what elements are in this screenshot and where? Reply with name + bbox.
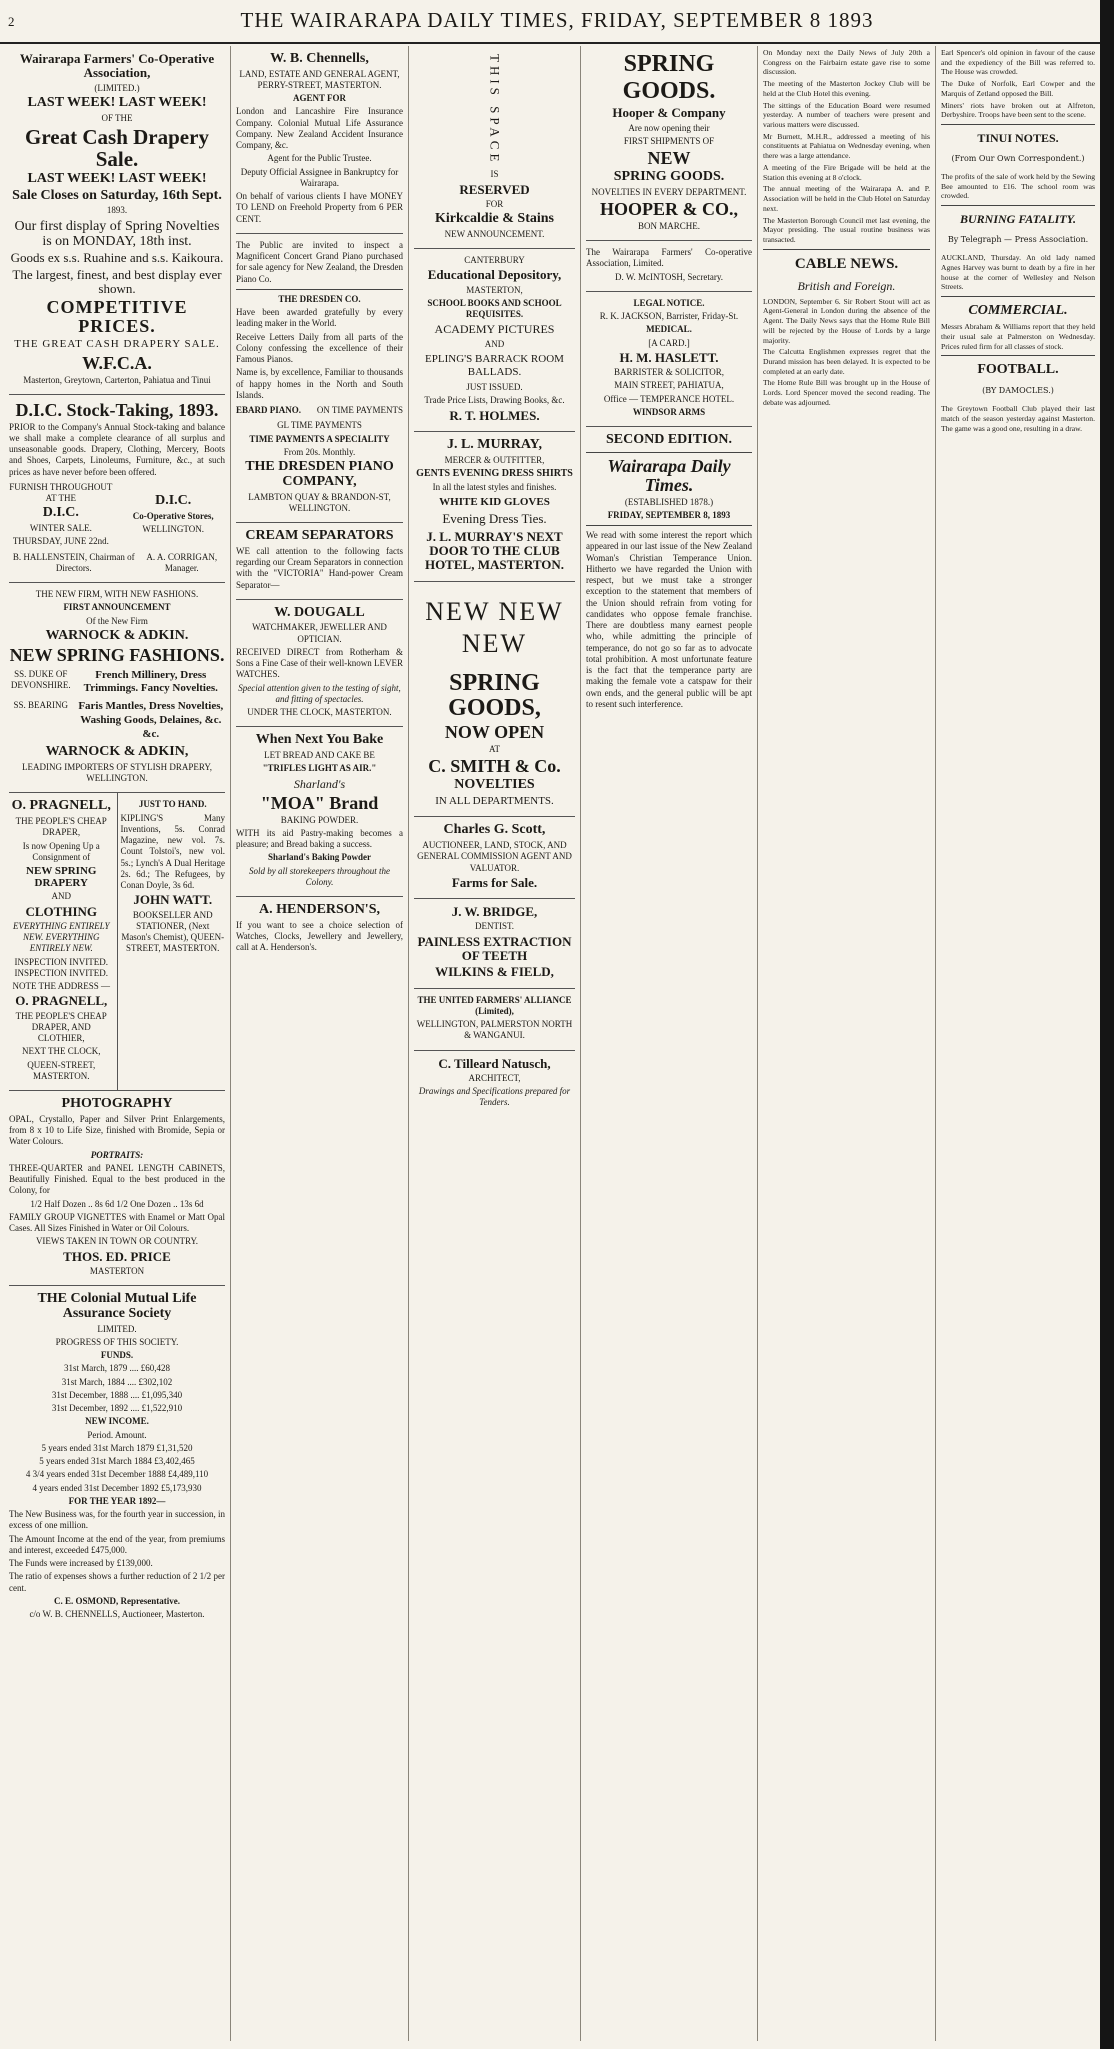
just-to-hand: JUST TO HAND. — [138, 799, 207, 810]
gl-time: GL TIME PAYMENTS — [277, 420, 362, 431]
dougall-ad — [236, 600, 403, 728]
evening-ties: Evening Dress Ties. — [442, 511, 547, 527]
farmers-notice — [586, 241, 752, 292]
british-foreign: British and Foreign. — [797, 278, 896, 293]
natusch-name: C. Tilleard Natusch, — [438, 1055, 551, 1071]
henderson-body: If you want to see a choice selection of Watches, Clocks, Jewellery and Jewellery, call at A. Henderson's. — [236, 919, 403, 953]
warnock-title-2: WARNOCK & ADKIN, — [45, 744, 189, 760]
established: (ESTABLISHED 1878.) — [624, 496, 714, 507]
warnock-ad — [9, 583, 225, 793]
educational-ad — [414, 249, 575, 432]
editorial — [586, 427, 752, 718]
pragnell-name: O. PRAGNELL, — [11, 798, 111, 814]
warnock-box-2 — [9, 698, 225, 743]
murray-name: J. L. MURRAY, — [446, 436, 543, 452]
dougall-body: RECEIVED DIRECT from Rotherham & Sons a Fine Case of their well-known LEVER WATCHES. — [236, 646, 403, 680]
pragnell-peoples-2: THE PEOPLE'S CHEAP DRAPER, AND CLOTHIER, — [15, 1010, 107, 1044]
haslett-barrister: BARRISTER & SOLICITOR, — [613, 367, 725, 378]
football-head: FOOTBALL. — [977, 362, 1059, 378]
white-kid: WHITE KID GLOVES — [439, 495, 550, 508]
competitive-prices: COMPETITIVE PRICES. — [46, 297, 188, 337]
dic-furnish: FURNISH THROUGHOUT AT THE — [9, 481, 113, 504]
of-the: OF THE — [101, 112, 133, 123]
for-label: FOR — [485, 198, 504, 209]
paper-title: Wairarapa Daily Times. — [607, 455, 731, 495]
last-week: LAST WEEK! LAST WEEK! — [27, 94, 207, 110]
moa-ad — [236, 727, 403, 897]
agent-for: AGENT FOR — [292, 93, 347, 104]
rule — [941, 355, 1095, 356]
dic-thursday: THURSDAY, JUNE 22nd. — [12, 536, 109, 547]
name-is: Name is, by excellence, Familiar to thousands of happy homes in the North and South Islands. — [236, 367, 403, 400]
main-street: MAIN STREET, PAHIATUA, — [614, 380, 724, 391]
csmith-name: C. SMITH & Co. — [428, 756, 561, 777]
income-row-3: 5 years ended 31st March 1884 £3,402,465 — [39, 1456, 195, 1467]
rule — [763, 249, 930, 250]
now-open: NOW OPEN — [444, 721, 545, 742]
fund-row-4: 31st December, 1892 .... £1,522,910 — [51, 1403, 183, 1414]
this-space: THIS SPACE — [487, 54, 503, 166]
cream-body: WE call attention to the following facts regarding our Cream Separators in connection with the "VICTORIA" Hand-power Cream Separator— — [236, 545, 403, 590]
scott-sub: AUCTIONEER, LAND, STOCK, AND GENERAL COMMISSION AGENT AND VALUATOR. — [417, 840, 572, 873]
csmith-at: AT — [489, 743, 500, 754]
ratio: The ratio of expenses shows a further reduction of 2 1/2 per cent. — [9, 1571, 225, 1593]
ss-duke: SS. DUKE OF DEVONSHIRE. — [10, 668, 71, 690]
scott-name: Charles G. Scott, — [443, 822, 546, 838]
pragnell-opening: Is now Opening Up a Consignment of — [22, 840, 100, 862]
news-3: The sittings of the Education Board were resumed yesterday. A number of teachers were present and various matters were discussed. — [763, 100, 930, 130]
farms-for-sale: Farms for Sale. — [451, 874, 538, 890]
accrued: The Amount Income at the end of the year, from premiums and interest, exceeded £475,000. — [9, 1533, 225, 1555]
income-row-5: 4 years ended 31st December 1892 £5,173,930 — [32, 1482, 202, 1493]
for-year: FOR THE YEAR 1892— — [68, 1495, 166, 1506]
dresden-head: THE DRESDEN CO. — [278, 293, 361, 304]
column-4 — [581, 46, 758, 2041]
column-6 — [936, 46, 1100, 2041]
photography-title: PHOTOGRAPHY — [61, 1096, 173, 1112]
pragnell-queen-st: QUEEN-STREET, MASTERTON. — [27, 1059, 96, 1081]
half-dozen: 1/2 Half Dozen .. 8s 6d 1/2 One Dozen .. 13s 6d — [30, 1198, 204, 1209]
dic-hallenstein: B. HALLENSTEIN, Chairman of Directors. — [12, 551, 135, 573]
second-edition: SECOND EDITION. — [605, 432, 733, 448]
pragnell-ad — [9, 793, 118, 1090]
news-2: The meeting of the Masterton Jockey Club will be held at the Club Hotel this evening. — [763, 79, 930, 98]
photographer-town: MASTERTON — [89, 1265, 145, 1276]
kipling-list: KIPLING'S Many Inventions, 5s. Conrad Magazine, new vol. 7s. Count Tolstoi's, new vol. 5s.; Lynch's A Dual Heritage 2s. 6d.; The Refugees, by Conan Doyle, 3s 6d. — [120, 812, 225, 891]
fund-row-2: 31st March, 1884 .... £302,102 — [61, 1376, 173, 1387]
photographer-name: THOS. ED. PRICE — [63, 1248, 171, 1264]
column-5 — [758, 46, 936, 2041]
henderson-ad — [236, 897, 403, 961]
pragnell-peoples: THE PEOPLE'S CHEAP DRAPER, — [15, 816, 107, 838]
medical-head: MEDICAL. — [646, 324, 692, 335]
pragnell-everything: EVERYTHING ENTIRELY NEW. EVERYTHING ENTIRELY NEW. — [13, 920, 110, 954]
pragnell-clothing: CLOTHING — [25, 903, 97, 919]
haslett: H. M. HASLETT. — [619, 349, 719, 365]
dic-left — [9, 480, 113, 550]
dic-name-2: D.I.C. — [155, 493, 192, 509]
dougall-trade: WATCHMAKER, JEWELLER AND OPTICIAN. — [252, 622, 387, 644]
income-row-2: 5 years ended 31st March 1879 £1,31,520 — [41, 1442, 193, 1453]
column-1 — [4, 46, 231, 2041]
colonial-limited: LIMITED. — [97, 1323, 137, 1334]
hooper-novelties: NOVELTIES IN EVERY DEPARTMENT. — [591, 186, 747, 197]
spring-display: Our first display of Spring Novelties is on MONDAY, 18th inst. — [14, 218, 220, 249]
family-groups: FAMILY GROUP VIGNETTES with Enamel or Matt Opal Cases. All Sizes Finished in Water or Oil Colours. — [9, 1211, 225, 1234]
murray-next-door: J. L. MURRAY'S NEXT DOOR TO THE CLUB HOTEL, MASTERTON. — [424, 528, 565, 573]
new-spring-fashions: NEW SPRING FASHIONS. — [9, 644, 225, 665]
news-5: A meeting of the Fire Brigade will be held at the Station this evening at 8 o'clock. — [763, 162, 930, 182]
sold-by: Sold by all storekeepers throughout the Colony. — [248, 865, 391, 887]
latest-styles: In all the latest styles and finishes. — [432, 482, 557, 493]
dresden-ad — [236, 234, 403, 523]
let-bread: LET BREAD AND CAKE BE — [264, 750, 375, 761]
mcintosh: D. W. McINTOSH, Secretary. — [615, 271, 723, 282]
progress-head: PROGRESS OF THIS SOCIETY. — [55, 1336, 179, 1347]
when-next: When Next You Bake — [255, 732, 384, 748]
watt-bookseller: BOOKSELLER AND STATIONER, (Next Mason's Chemist), QUEEN-STREET, MASTERTON. — [121, 909, 225, 954]
news-7: The Masterton Borough Council met last evening, the Mayor presiding. The usual routine business was transacted. — [763, 215, 930, 244]
farmers-coop-notice: The Wairarapa Farmers' Co-operative Association, Limited. — [586, 247, 752, 269]
of-new-firm: Of the New Firm — [86, 615, 148, 626]
colonial-mutual-title: THE Colonial Mutual Life Assurance Society — [37, 1291, 197, 1321]
hooper-new: NEW — [647, 148, 691, 169]
income-row-4: 4 3/4 years ended 31st December 1888 £4,489,110 — [25, 1469, 209, 1480]
editorial-body: We read with some interest the report which appeared in our last issue of the New Zealand Woman's Christian Temperance Union. Hitherto we have regarded the Union with respect, but we must take a stronger exception to the statement that members of the Union should refrain from voting for candidates who oppose female franchise. There are doubtless many earnest people who, while admitting the principle of temperance, do not go so far as to advocate total prohibition. A most unfortunate feature is the fact that the temperance party are making the female vote a catspaw for their own ends, and the general public will be apt to resent such interference. — [586, 530, 752, 709]
are-now-opening: Are now opening their — [628, 122, 710, 133]
dic-body: PRIOR to the Company's Annual Stock-taking and balance we shall make a complete clearance of all surplus and unseasonable goods. Drapery, Clothing, Mercery, Boots and Shoes, Carpets, Linoleums, Furniture, &c., at such prices as have never before been offered. — [9, 421, 225, 477]
cable-news-head: CABLE NEWS. — [794, 255, 899, 272]
colonial-mutual-ad — [9, 1286, 225, 1628]
cream-separator-ad — [236, 523, 403, 600]
watt-ad — [118, 793, 226, 1090]
views-taken: VIEWS TAKEN IN TOWN OR COUNTRY. — [35, 1236, 199, 1247]
csmith-spring-goods: SPRING GOODS, — [448, 669, 541, 721]
lambton-quay: LAMBTON QUAY & BRANDON-ST, WELLINGTON. — [248, 491, 391, 513]
wfca-towns: Masterton, Greytown, Carterton, Pahiatua and Tinui — [23, 374, 211, 385]
sale-year: 1893. — [106, 205, 128, 216]
dresden-company: THE DRESDEN PIANO COMPANY, — [245, 459, 394, 489]
murray-mercer: MERCER & OUTFITTER, — [444, 454, 545, 465]
kirkcaldie-name: Kirkcaldie & Stains — [434, 211, 554, 227]
tinui-body: The profits of the sale of work held by the Sewing Bee amounted to £16. The school room was crowded. — [941, 172, 1095, 201]
new-spring-drapery: NEW SPRING DRAPERY — [26, 865, 97, 890]
dic-right — [121, 492, 225, 537]
public-trustee: Agent for the Public Trustee. — [267, 153, 372, 164]
wfca-limited: (LIMITED.) — [94, 82, 140, 93]
dic-row — [9, 480, 225, 550]
news-6: The annual meeting of the Wairarapa A. and P. Association will be held in the Club Hotel on Saturday next. — [763, 184, 930, 213]
reserved-label: RESERVED — [459, 181, 530, 197]
hooper-name: HOOPER & CO., — [600, 199, 738, 219]
warnock-box-1 — [9, 667, 225, 699]
pragnell-note: NOTE THE ADDRESS — — [12, 981, 111, 992]
cable-body-2: The Calcutta Englishmen expresses regret that the Durand mission has been delayed. It is expected to be completed at an early date. — [763, 347, 930, 376]
cable-body-3: The Home Rule Bill was brought up in the House of Lords. Lord Spencer moved the second reading. The debate was adjourned. — [763, 378, 930, 407]
news-1: On Monday next the Daily News of July 20th a Congress on the Fairbairn estate gave rise to some discussion. — [763, 48, 930, 77]
great-cash-sale: THE GREAT CASH DRAPERY SALE. — [14, 337, 220, 350]
commercial-head: COMMERCIAL. — [968, 303, 1068, 319]
rule — [236, 289, 403, 290]
tinui-head: TINUI NOTES. — [977, 131, 1059, 146]
hooper-spring-goods: SPRING GOODS. — [613, 169, 725, 185]
chennells-name: W. B. Chennells, — [270, 51, 369, 66]
john-watt: JOHN WATT. — [133, 892, 213, 908]
dic-corrigan: A. A. CORRIGAN, Manager. — [146, 551, 218, 573]
newspaper-title: THE WAIRARAPA DAILY TIMES, FRIDAY, SEPTEMBER 8 1893 — [240, 8, 874, 32]
largest-display: The largest, finest, and best display ever shown. — [12, 266, 222, 296]
new-new-new: NEW NEW NEW — [425, 596, 564, 659]
income-row-1: Period. Amount. — [87, 1429, 147, 1440]
chennells-ad — [236, 46, 403, 234]
rule — [586, 452, 752, 453]
dic-signatures — [9, 550, 225, 577]
pragnell-name-2: O. PRAGNELL, — [15, 993, 108, 1009]
new-announcement: NEW ANNOUNCEMENT. — [444, 228, 545, 239]
wfca-ad — [9, 46, 225, 395]
under-clock: UNDER THE CLOCK, MASTERTON. — [247, 707, 392, 718]
photography-body: OPAL, Crystallo, Paper and Silver Print Enlargements, from 8 x 10 to Life Size, finished with Bromide, Sepia or Water Colours. — [9, 1113, 225, 1147]
wfca-initials: W.F.C.A. — [82, 352, 152, 373]
hooper-goods: GOODS. — [622, 78, 716, 105]
new-firm: THE NEW FIRM, WITH NEW FASHIONS. — [35, 589, 199, 600]
dougall-name: W. DOUGALL — [274, 604, 365, 620]
bridge-ad — [414, 899, 575, 988]
news-c6-2: The Duke of Norfolk, Earl Cowper and the Marquis of Zetland opposed the Bill. — [941, 79, 1095, 98]
educational-depository: Educational Depository, — [427, 267, 562, 283]
masthead — [0, 6, 1114, 44]
card-label: [A CARD.] — [648, 337, 690, 348]
insurance-list: London and Lancashire Fire Insurance Company. Colonial Mutual Life Assurance Company. New Zealand Accident Insurance Company, &c. — [236, 106, 403, 151]
tinui-sub: (From Our Own Correspondent.) — [951, 154, 1085, 164]
ebard-piano: EBARD PIANO. — [236, 405, 302, 416]
academy-pictures: ACADEMY PICTURES — [434, 322, 555, 337]
dic-title: D.I.C. Stock-Taking, 1893. — [15, 399, 219, 420]
architect: ARCHITECT, — [468, 1072, 521, 1083]
bridge-name: J. W. BRIDGE, — [451, 904, 538, 920]
dic-name: D.I.C. — [42, 505, 79, 521]
first-shipments: FIRST SHIPMENTS OF — [623, 135, 715, 146]
pragnell-and: AND — [51, 891, 71, 902]
rule — [941, 205, 1095, 206]
ebard-row — [236, 403, 403, 418]
baking-powder: BAKING POWDER. — [280, 814, 359, 825]
pragnell-watt-row — [9, 793, 225, 1091]
funds-increased: The Funds were increased by £139,000. — [9, 1558, 153, 1569]
spectacles: Special attention given to the testing of sight, and fitting of spectacles. — [238, 682, 401, 704]
french-millinery: French Millinery, Dress Trimmings. Fancy Novelties. — [83, 668, 218, 695]
windsor-arms: WINDSOR ARMS — [632, 406, 706, 417]
new-business: The New Business was, for the fourth year in succession, in excess of one million. — [9, 1509, 225, 1531]
portraits-head: PORTRAITS: — [90, 1149, 144, 1160]
legal-head: LEGAL NOTICE. — [633, 297, 705, 308]
burning-sub: By Telegraph — Press Association. — [947, 235, 1089, 245]
hooper-ad — [586, 46, 752, 241]
column-2 — [231, 46, 409, 2041]
from-monthly: From 20s. Monthly. — [283, 446, 356, 457]
on-time: ON TIME PAYMENTS — [316, 405, 403, 416]
natusch-ad — [414, 1051, 575, 1117]
hooper-company: Hooper & Company — [612, 105, 726, 121]
dentist: DENTIST. — [474, 921, 515, 932]
is-label: IS — [490, 169, 499, 180]
chennells-sub: LAND, ESTATE AND GENERAL AGENT, PERRY-STREET, MASTERTON. — [239, 68, 400, 90]
page-number: 2 — [8, 14, 15, 29]
dic-coop: Co-Operative Stores, — [132, 510, 214, 521]
osmond-addr: c/o W. B. CHENNELLS, Auctioneer, Masterton. — [29, 1609, 205, 1620]
sharland: Sharland's — [293, 776, 346, 791]
warnock-title: WARNOCK & ADKIN. — [45, 627, 189, 643]
last-week-2: LAST WEEK! LAST WEEK! — [27, 170, 207, 186]
kirkcaldie-ad — [414, 46, 575, 249]
scott-ad — [414, 817, 575, 899]
wfca-title: Wairarapa Farmers' Co-Operative Association, — [19, 51, 215, 81]
cable-body-1: LONDON, September 6. Sir Robert Stout will act as Agent-General in London during the absence of the Agent. The Daily News says that the Home Rule Bill will be rejected by the House of Lords by a large majority. — [763, 296, 930, 345]
concert-grand: The Public are invited to inspect a Magnificent Concert Grand Piano purchased for sale agency for New Zealand, the Dresden Piano Co. — [236, 239, 403, 284]
osmond: C. E. OSMOND, Representative. — [53, 1595, 181, 1606]
gents-shirts: GENTS EVENING DRESS SHIRTS — [416, 467, 573, 479]
burning-body: AUCKLAND, Thursday. An old lady named Agnes Harvey was burnt to death by a fire in her house at the corner of Wellesley and Nelson Streets. — [941, 253, 1095, 292]
henderson-name: A. HENDERSON'S, — [259, 902, 380, 918]
wilkins-field: WILKINS & FIELD, — [435, 964, 554, 980]
just-issued: JUST ISSUED. — [466, 382, 523, 393]
money-to-lend: On behalf of various clients I have MONEY TO LEND on Freehold Property from 6 PER CENT. — [236, 191, 403, 224]
barrack-ballads: EPLING'S BARRACK ROOM BALLADS. — [425, 352, 564, 379]
commercial-body: Messrs Abraham & Williams report that they held their usual sale at Palmerston on Wednesday. Prices ruled firm for all classes of stock. — [941, 322, 1095, 351]
great-sale: Great Cash Drapery Sale. — [25, 124, 209, 171]
fund-row-1: 31st March, 1879 .... £60,428 — [64, 1363, 170, 1374]
funds-head: FUNDS. — [100, 1350, 134, 1361]
moa-brand: "MOA" Brand — [260, 792, 379, 813]
hooper-spring: SPRING — [623, 51, 715, 77]
alliance-ad — [414, 989, 575, 1051]
pragnell-next-door: NEXT THE CLOCK, — [22, 1046, 101, 1057]
fund-row-3: 31st December, 1888 .... £1,095,340 — [51, 1389, 183, 1400]
receive-letters: Receive Letters Daily from all parts of the Colony confessing the excellence of their Famous Pianos. — [236, 331, 403, 365]
trade-price: Trade Price Lists, Drawing Books, &c. — [424, 395, 565, 406]
all-departments: IN ALL DEPARTMENTS. — [435, 794, 554, 807]
legal-notice — [586, 292, 752, 427]
sale-closes: Sale Closes on Saturday, 16th Sept. — [12, 187, 222, 203]
csmith-novelties: NOVELTIES — [454, 776, 535, 792]
moa-body: WITH its aid Pastry-making becomes a pleasure; and Bread baking a success. — [236, 827, 403, 850]
warnock-leading: LEADING IMPORTERS OF STYLISH DRAPERY, WELLINGTON. — [21, 761, 213, 784]
dic-wellington: WELLINGTON. — [142, 524, 204, 535]
dic-winter: WINTER SALE. — [29, 523, 92, 534]
rule — [941, 296, 1095, 297]
holmes: R. T. HOLMES. — [449, 407, 540, 423]
goods-ex: Goods ex s.s. Ruahine and s.s. Kaikoura. — [10, 250, 224, 266]
murray-ad — [414, 432, 575, 582]
csmith-ad — [414, 582, 575, 818]
united-farmers: THE UNITED FARMERS' ALLIANCE (Limited), — [417, 994, 572, 1016]
news-c6-1: Earl Spencer's old opinion in favour of the cause and the expediency of the Bill was referred to. The House was crowded. — [941, 48, 1095, 77]
editorial-date: FRIDAY, SEPTEMBER 8, 1893 — [607, 509, 731, 520]
rule — [941, 124, 1095, 125]
painless: PAINLESS EXTRACTION OF TEETH — [417, 933, 572, 963]
school-books: SCHOOL BOOKS AND SCHOOL REQUISITES. — [427, 297, 562, 320]
educational-town: MASTERTON, — [466, 284, 523, 295]
trifles: "TRIFLES LIGHT AS AIR." — [262, 763, 377, 774]
time-payments: TIME PAYMENTS A SPECIALITY — [249, 433, 390, 444]
have-been-awarded: Have been awarded gratefully by every leading maker in the World. — [236, 307, 403, 329]
cream-title: CREAM SEPARATORS — [245, 528, 394, 544]
rule — [586, 525, 752, 526]
news-4: Mr Burnett, M.H.R., addressed a meeting of his constituents at Pahiatua on Wednesday evening, when there was a large attendance. — [763, 131, 930, 161]
football-sub: (BY DAMOCLES.) — [982, 386, 1054, 396]
column-3 — [409, 46, 581, 2041]
drawings: Drawings and Specifications prepared for Tenders. — [418, 1086, 571, 1108]
faris-mantles: Faris Mantles, Dress Novelties, Washing Goods, Delaines, &c. &c. — [78, 700, 224, 740]
reserved-vertical — [414, 54, 575, 165]
canterbury: CANTERBURY — [464, 255, 525, 266]
photography-ad — [9, 1091, 225, 1286]
income-head: NEW INCOME. — [85, 1416, 149, 1427]
academy-and: AND — [484, 339, 505, 350]
ss-bearing: SS. BEARING — [13, 700, 69, 710]
alliance-sub: WELLINGTON, PALMERSTON NORTH & WANGANUI. — [416, 1019, 573, 1041]
portraits-body: THREE-QUARTER and PANEL LENGTH CABINETS, Beautifully Finished. Equal to the best produced in the Colony, for — [9, 1162, 225, 1196]
burning-head: BURNING FATALITY. — [959, 212, 1077, 227]
first-announcement: FIRST ANNOUNCEMENT — [63, 602, 171, 613]
deputy-assignee: Deputy Official Assignee in Bankruptcy for Wairarapa. — [240, 166, 399, 188]
temperance-office: Office — TEMPERANCE HOTEL. — [603, 393, 735, 404]
news-c6-3: Miners' riots have broken out at Alfreton, Derbyshire. Troops have been sent to the scene. — [941, 100, 1095, 120]
sharland-powder: Sharland's Baking Powder — [267, 852, 372, 863]
dic-ad — [9, 395, 225, 583]
jackson: R. K. JACKSON, Barrister, Friday-St. — [599, 311, 739, 322]
bon-marche: BON MARCHE. — [637, 220, 700, 231]
pragnell-inspection: INSPECTION INVITED. INSPECTION INVITED. — [14, 956, 108, 978]
football-body: The Greytown Football Club played their last match of the season yesterday against Masterton. The game was a good one, resulting in a draw. — [941, 404, 1095, 433]
scan-edge — [1100, 0, 1114, 2049]
